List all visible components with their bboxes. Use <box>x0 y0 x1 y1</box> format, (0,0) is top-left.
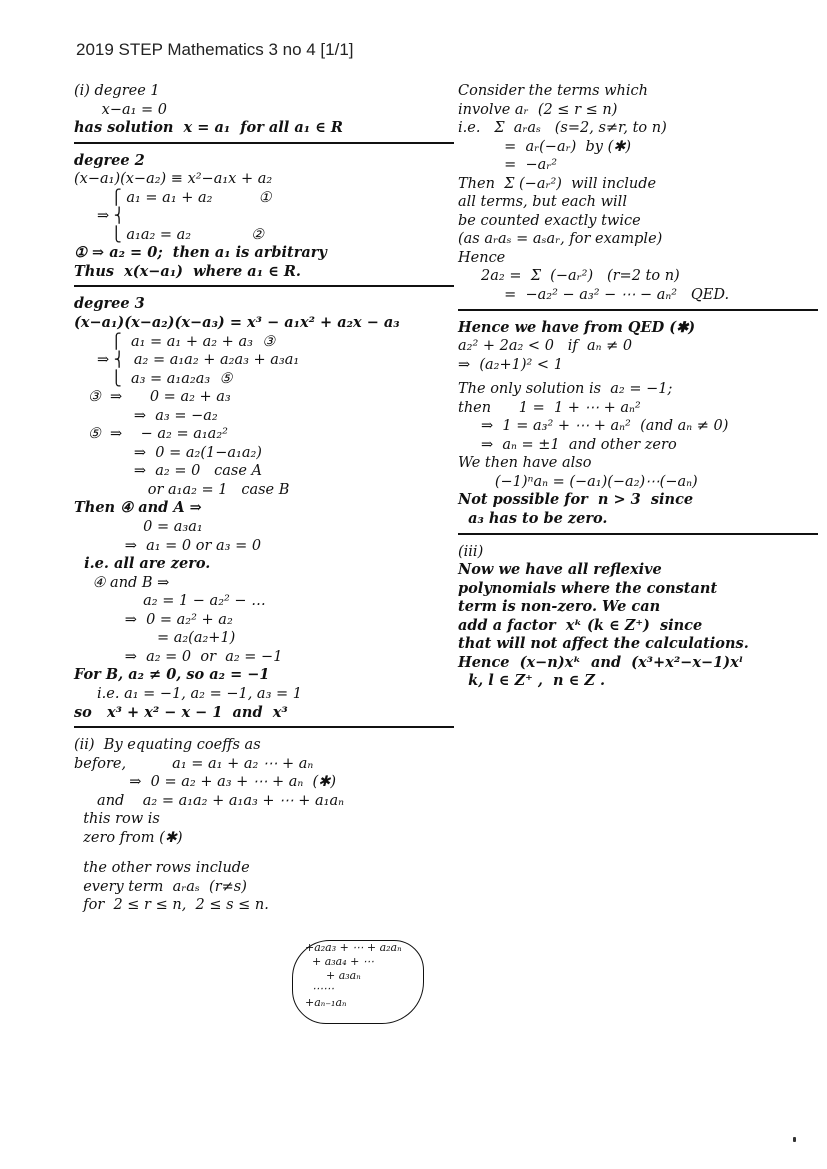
handwritten-line: Hence we have from QED (✱) <box>458 318 696 336</box>
handwritten-line: i.e. a₁ = −1, a₂ = −1, a₃ = 1 <box>74 685 302 702</box>
handwritten-line: Then Σ (−aᵣ²) will include <box>458 175 657 192</box>
handwritten-line: k, l ∈ Z⁺ , n ∈ Z . <box>458 672 606 690</box>
handwritten-line: then 1 = 1 + ⋯ + aₙ² <box>458 399 641 416</box>
handwritten-line: that will not affect the calculations. <box>458 635 749 653</box>
right-solution-column <box>458 82 818 691</box>
handwritten-line: ① ⇒ a₂ = 0; then a₁ is arbitrary <box>74 244 327 262</box>
handwritten-line: a₃ has to be zero. <box>458 510 608 528</box>
handwritten-line: the other rows include <box>74 860 250 877</box>
left-solution-column <box>74 82 454 915</box>
circled-terms-note <box>292 940 424 1024</box>
handwritten-line: ⎧ a₁ = a₁ + a₂ ① <box>74 189 272 206</box>
handwritten-line: zero from (✱) <box>74 829 183 846</box>
handwritten-line: = aᵣ(−aᵣ) by (✱) <box>458 138 632 155</box>
handwritten-line: Thus x(x−a₁) where a₁ ∈ R. <box>74 262 301 280</box>
handwritten-line: ④ and B ⇒ <box>74 574 170 591</box>
handwritten-line: ⇒ a₂ = 0 or a₂ = −1 <box>74 648 283 665</box>
section-divider <box>74 142 454 144</box>
handwritten-line: for 2 ≤ r ≤ n, 2 ≤ s ≤ n. <box>74 897 269 914</box>
handwritten-line: ⇒ 0 = a₂ + a₃ + ⋯ + aₙ (✱) <box>74 774 336 791</box>
handwritten-line: has solution x = a₁ for all a₁ ∈ R <box>74 119 343 137</box>
handwritten-line: ⇒ (a₂+1)² < 1 <box>458 356 563 373</box>
handwritten-line: For B, a₂ ≠ 0, so a₂ = −1 <box>74 666 270 684</box>
handwritten-line: (as aᵣaₛ = aₛaᵣ, for example) <box>458 231 663 248</box>
handwritten-line: x−a₁ = 0 <box>74 101 168 118</box>
handwritten-line: ⎧ a₁ = a₁ + a₂ + a₃ ③ <box>74 333 276 350</box>
handwritten-line: Then ④ and A ⇒ <box>74 499 202 517</box>
page-title: 2019 STEP Mathematics 3 no 4 [1/1] <box>76 40 354 59</box>
handwritten-line: ⇒ aₙ = ±1 and other zero <box>458 436 677 453</box>
handwritten-line: ⇒ a₃ = −a₂ <box>74 407 218 424</box>
section-divider <box>458 533 818 535</box>
handwritten-line: = a₂(a₂+1) <box>74 630 236 647</box>
handwritten-line: Not possible for n > 3 since <box>458 491 694 509</box>
handwritten-line: or a₁a₂ = 1 case B <box>74 481 290 498</box>
handwritten-line: Hence <box>458 249 506 266</box>
handwritten-line: so x³ + x² − x − 1 and x³ <box>74 703 288 721</box>
handwritten-line: ⇒ a₂ = 0 case A <box>74 463 263 480</box>
handwritten-line: this row is <box>74 811 160 828</box>
handwritten-line: (ii) By equating coeffs as <box>74 737 261 754</box>
handwritten-line: every term aᵣaₛ (r≠s) <box>74 878 247 895</box>
handwritten-line: ⑤ ⇒ − a₂ = a₁a₂² <box>74 426 228 443</box>
scan-speck <box>793 1137 796 1142</box>
handwritten-line: ⎩ a₃ = a₁a₂a₃ ⑤ <box>74 370 233 387</box>
handwritten-line: (−1)ⁿaₙ = (−a₁)(−a₂)⋯(−aₙ) <box>458 473 698 490</box>
handwritten-line: ⇒ ⎨ a₂ = a₁a₂ + a₂a₃ + a₃a₁ <box>74 352 300 369</box>
handwritten-line: The only solution is a₂ = −1; <box>458 381 673 398</box>
circled-term-line: ⋯⋯ <box>305 982 334 996</box>
handwritten-line: ⎩ a₁a₂ = a₂ ② <box>74 226 265 243</box>
handwritten-line: ⇒ 1 = a₃² + ⋯ + aₙ² (and aₙ ≠ 0) <box>458 418 729 435</box>
handwritten-line: involve aᵣ (2 ≤ r ≤ n) <box>458 101 618 118</box>
handwritten-line: polynomials where the constant <box>458 579 718 597</box>
handwritten-line: 2a₂ = Σ (−aᵣ²) (r=2 to n) <box>458 268 680 285</box>
circled-term-line: + a₃a₄ + ⋯ <box>305 954 374 968</box>
circled-term-line: +a₂a₃ + ⋯ + a₂aₙ <box>305 941 402 954</box>
handwritten-line: degree 3 <box>74 295 145 313</box>
handwritten-line: all terms, but each will <box>458 194 627 211</box>
handwritten-line: (iii) <box>458 543 484 560</box>
circled-term-line: +aₙ₋₁aₙ <box>305 996 347 1009</box>
handwritten-line: ⇒ 0 = a₂(1−a₁a₂) <box>74 444 262 461</box>
handwritten-line: Hence (x−n)xᵏ and (x³+x²−x−1)xˡ <box>458 653 743 671</box>
handwritten-line: term is non-zero. We can <box>458 598 661 616</box>
circled-term-line: + a₃aₙ <box>305 968 361 982</box>
handwritten-line: We then have also <box>458 455 592 472</box>
handwritten-line: (i) degree 1 <box>74 83 160 99</box>
handwritten-line: ⇒ ⎨ <box>74 208 125 225</box>
handwritten-line: degree 2 <box>74 151 145 169</box>
handwritten-line: 0 = a₃a₁ <box>74 519 203 536</box>
handwritten-line: Now we have all reflexive <box>458 561 662 579</box>
handwritten-line: be counted exactly twice <box>458 212 641 229</box>
section-divider <box>458 309 818 311</box>
handwritten-line: and a₂ = a₁a₂ + a₁a₃ + ⋯ + a₁aₙ <box>74 792 344 809</box>
handwritten-line: a₂ = 1 − a₂² − … <box>74 593 266 610</box>
handwritten-line: (x−a₁)(x−a₂)(x−a₃) = x³ − a₁x² + a₂x − a₃ <box>74 314 400 332</box>
handwritten-line: before, a₁ = a₁ + a₂ ⋯ + aₙ <box>74 755 314 772</box>
handwritten-line: Consider the terms which <box>458 83 648 99</box>
handwritten-line: = −a₂² − a₃² − ⋯ − aₙ² QED. <box>458 287 730 304</box>
section-divider <box>74 726 454 728</box>
handwritten-line: add a factor xᵏ (k ∈ Z⁺) since <box>458 616 703 634</box>
handwritten-line: i.e. Σ aᵣaₛ (s=2, s≠r, to n) <box>458 120 667 137</box>
handwritten-line: (x−a₁)(x−a₂) ≡ x²−a₁x + a₂ <box>74 171 273 188</box>
handwritten-line: ⇒ 0 = a₂² + a₂ <box>74 611 233 628</box>
handwritten-line: ③ ⇒ 0 = a₂ + a₃ <box>74 389 231 406</box>
handwritten-line: i.e. all are zero. <box>74 555 211 573</box>
handwritten-line: a₂² + 2a₂ < 0 if aₙ ≠ 0 <box>458 338 633 355</box>
section-divider <box>74 285 454 287</box>
handwritten-line: = −aᵣ² <box>458 157 558 174</box>
handwritten-line: ⇒ a₁ = 0 or a₃ = 0 <box>74 537 262 554</box>
